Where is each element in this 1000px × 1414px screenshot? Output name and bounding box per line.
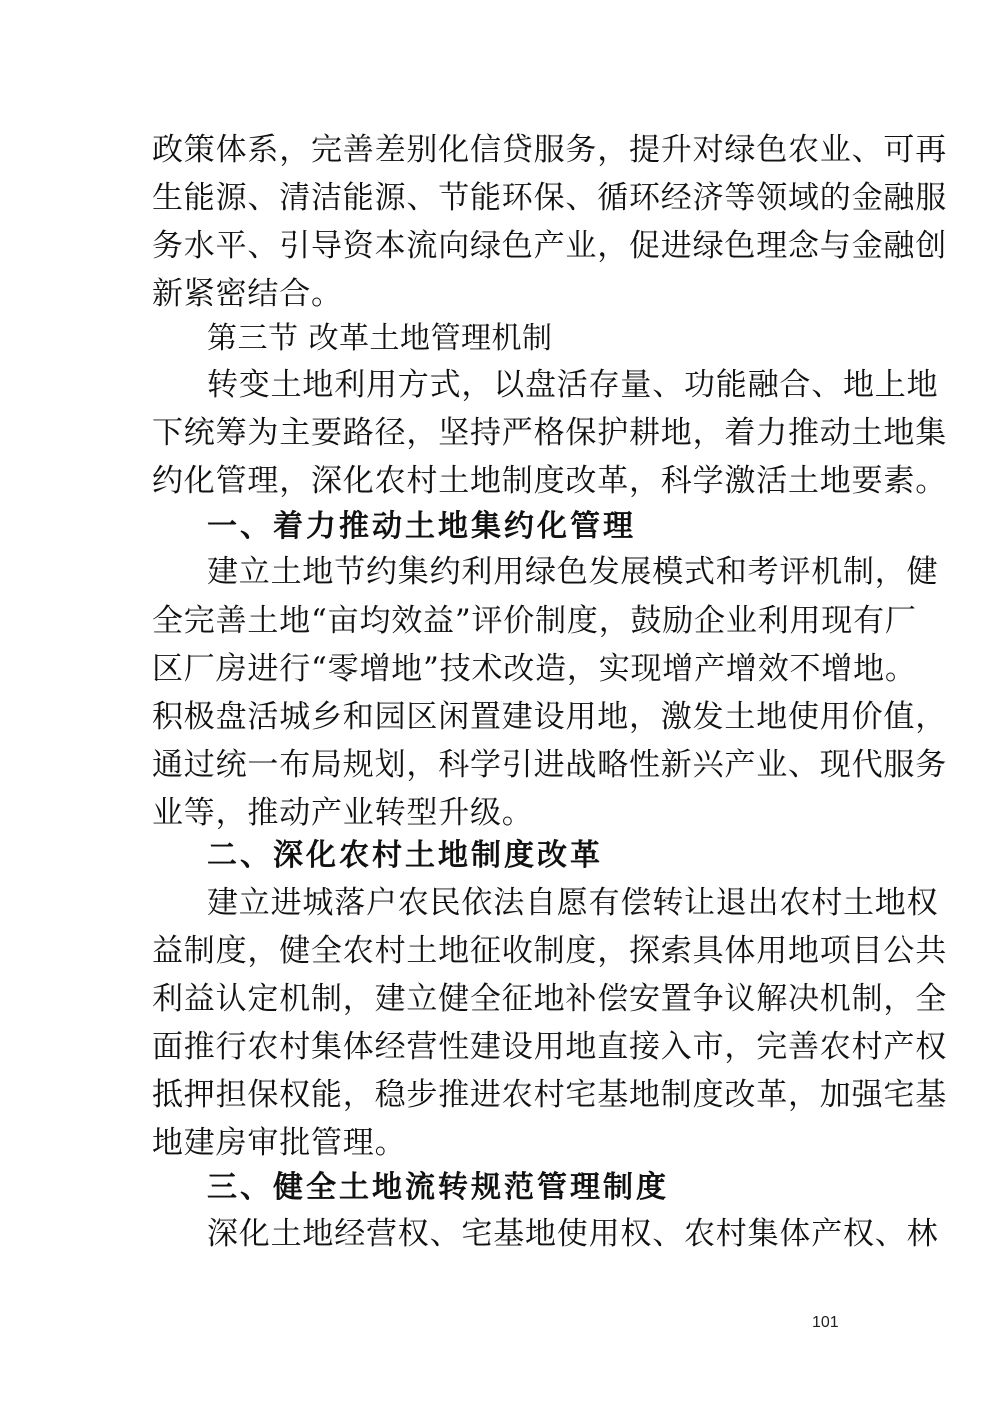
paragraph-4-line-5: 抵押担保权能，稳步推进农村宅基地制度改革，加强宅基 <box>152 1077 947 1113</box>
paragraph-3-line-5: 通过统一布局规划，科学引进战略性新兴产业、现代服务 <box>152 747 947 783</box>
paragraph-3-line-3: 区厂房进行“零增地”技术改造，实现增产增效不增地。 <box>152 651 917 687</box>
paragraph-2-line-3: 约化管理，深化农村土地制度改革，科学激活土地要素。 <box>152 463 947 499</box>
paragraph-5-line-1: 深化土地经营权、宅基地使用权、农村集体产权、林 <box>207 1216 939 1252</box>
paragraph-4-line-6: 地建房审批管理。 <box>152 1125 407 1161</box>
paragraph-4-line-4: 面推行农村集体经营性建设用地直接入市，完善农村产权 <box>152 1029 947 1065</box>
page-number: 101 <box>812 1314 839 1331</box>
section-heading: 第三节 改革土地管理机制 <box>207 321 553 356</box>
paragraph-3-line-2: 全完善土地“亩均效益”评价制度，鼓励企业利用现有厂 <box>152 603 917 639</box>
paragraph-4-line-1: 建立进城落户农民依法自愿有偿转让退出农村土地权 <box>207 885 939 921</box>
paragraph-1-line-2: 生能源、清洁能源、节能环保、循环经济等领域的金融服 <box>152 180 947 216</box>
subheading-3: 三、健全土地流转规范管理制度 <box>207 1170 669 1205</box>
paragraph-1-line-3: 务水平、引导资本流向绿色产业，促进绿色理念与金融创 <box>152 228 947 264</box>
paragraph-3-line-4: 积极盘活城乡和园区闲置建设用地，激发土地使用价值， <box>152 699 947 735</box>
paragraph-4-line-3: 利益认定机制，建立健全征地补偿安置争议解决机制，全 <box>152 981 947 1017</box>
subheading-1: 一、着力推动土地集约化管理 <box>207 509 636 544</box>
paragraph-3-line-1: 建立土地节约集约利用绿色发展模式和考评机制，健 <box>207 554 939 590</box>
subheading-2: 二、深化农村土地制度改革 <box>207 838 603 873</box>
paragraph-2-line-1: 转变土地利用方式，以盘活存量、功能融合、地上地 <box>207 367 939 403</box>
paragraph-2-line-2: 下统筹为主要路径，坚持严格保护耕地，着力推动土地集 <box>152 415 947 451</box>
paragraph-4-line-2: 益制度，健全农村土地征收制度，探索具体用地项目公共 <box>152 933 947 969</box>
paragraph-1-line-4: 新紧密结合。 <box>152 276 343 312</box>
paragraph-3-line-6: 业等，推动产业转型升级。 <box>152 795 534 831</box>
paragraph-1-line-1: 政策体系，完善差别化信贷服务，提升对绿色农业、可再 <box>152 132 947 168</box>
